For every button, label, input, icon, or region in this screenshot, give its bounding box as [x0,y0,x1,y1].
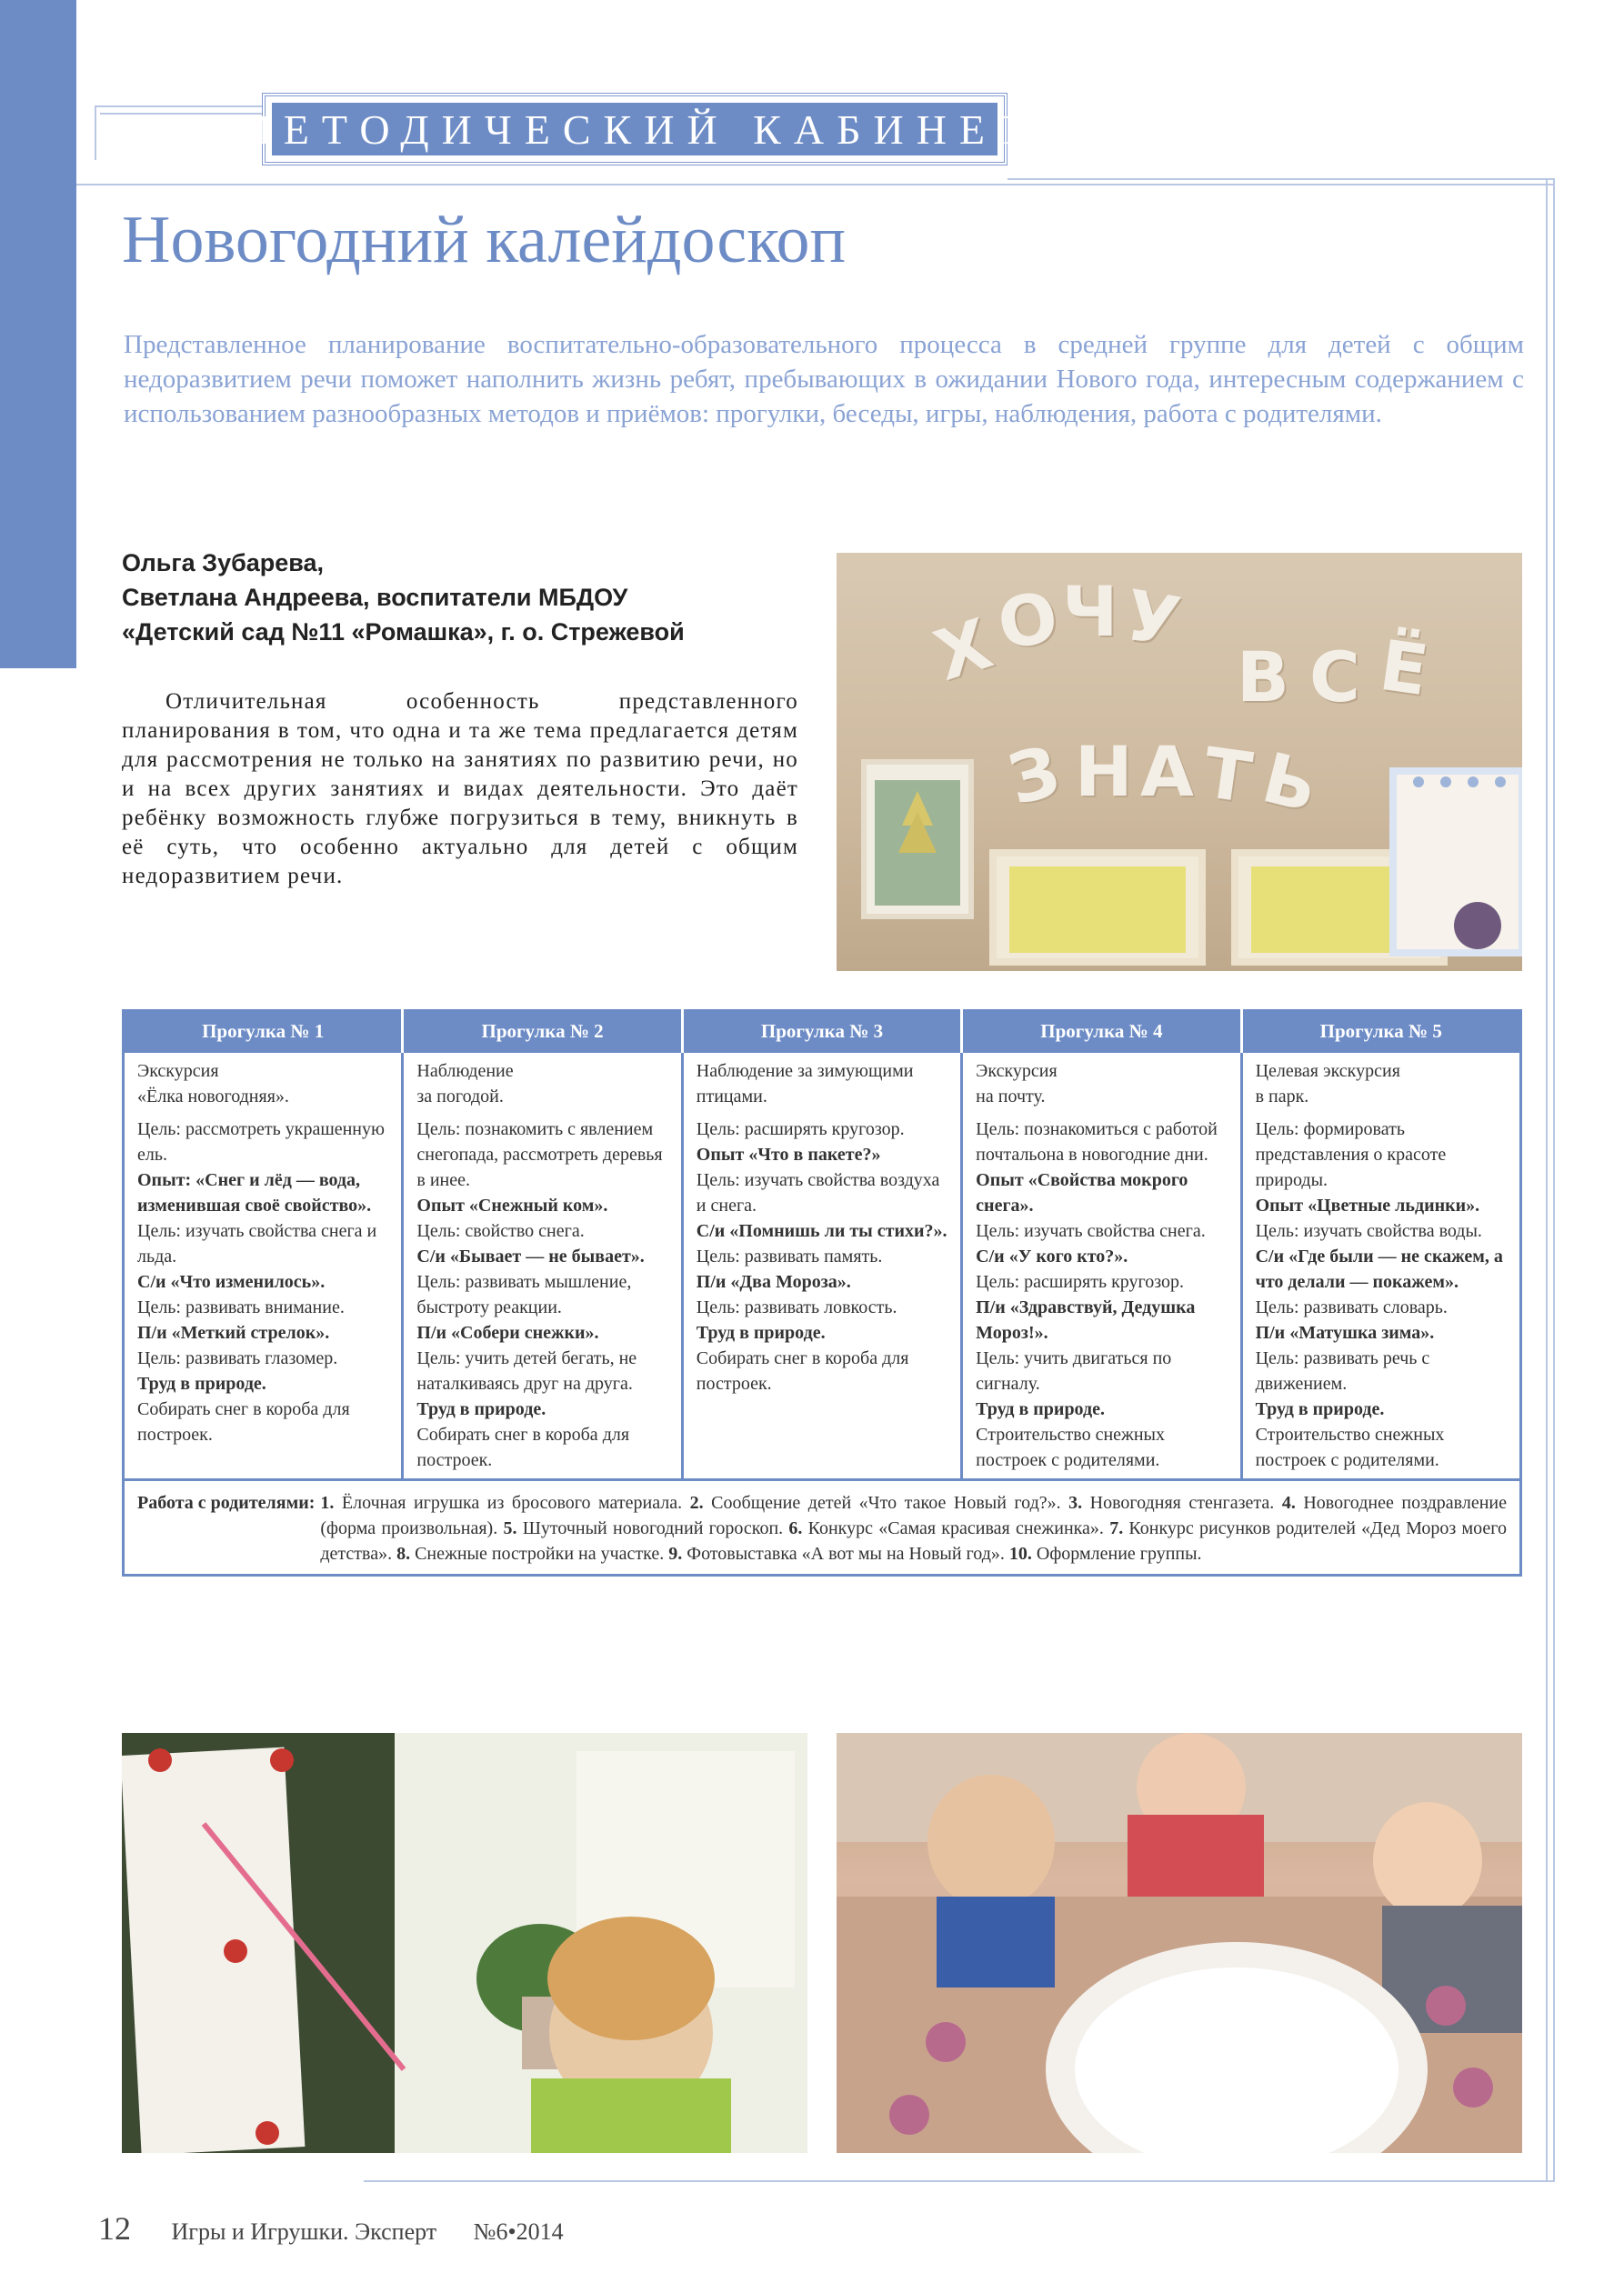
intro-paragraph: Отличительная особенность представленного планирования в том, что одна и та же тема предлагается детям для рассмотрения не только на занятиях по развитию речи, но и на всех других занятиях и видах деятельности. Это даёт ребёнку возможность глубже погрузиться в тему, вникнуть в её суть, что особенно актуально для детей с общим недоразвитием речи. [122,689,798,888]
activity-text: Цель: развивать ловкость. [696,1297,897,1317]
activity-text: Цель: расширять кругозор. [976,1272,1185,1292]
section-label: МЕТОДИЧЕСКИЙ КАБИНЕТ [233,105,1037,153]
parents-item-text: Конкурс рисунков родителей «Дед Мороз моего детства». [320,1518,1507,1564]
parents-item-number: 5. [503,1518,517,1538]
page-number: 12 [98,2210,131,2247]
parents-item-text: Конкурс «Самая красивая снежинка». [802,1518,1110,1538]
activity-title: П/и «Здравствуй, Дедушка Мороз!». [976,1297,1196,1343]
activity-text: Цель: расширять кругозор. [696,1119,905,1139]
frame-line [95,105,96,160]
parents-label: Работа с родителями: [137,1493,316,1513]
table-header-row [124,1011,1521,1052]
activity-title: Опыт: «Снег и лёд — вода, изменившая своё свойство». [137,1170,372,1216]
issue-number: №6•2014 [473,2218,564,2245]
activity-title: С/и «Помнишь ли ты стихи?». [696,1221,947,1241]
activity-text: Цель: учить двигаться по сигналу. [976,1348,1172,1394]
parents-item-text: Фотовыставка «А вот мы на Новый год». [682,1544,1009,1564]
activity-text: Цель: учить детей бегать, не наталкиваясь друг на друга. [416,1348,637,1394]
activity-text: Собирать снег в короба для построек. [696,1348,909,1394]
activity-title: Труд в природе. [1255,1399,1385,1419]
activity-title: Опыт «Цветные льдинки». [1255,1196,1480,1216]
activity-text: Цель: развивать словарь. [1255,1297,1448,1317]
activity-text: Целевая экскурсия [1255,1061,1400,1081]
parents-item-text: Новогодняя стенгазета. [1082,1493,1282,1513]
activity-title: П/и «Два Мороза». [696,1272,851,1292]
parents-item-number: 1. [320,1493,335,1513]
table-header-cell: Прогулка № 3 [682,1011,961,1052]
parents-text [320,1490,1507,1567]
photo-children-with-snow [837,1733,1522,2153]
activity-title: С/и «У кого кто?». [976,1247,1128,1267]
authors-block [122,546,831,649]
activity-text: Цель: изучать свойства воздуха и снега. [696,1170,940,1216]
parents-item-number: 9. [668,1544,683,1564]
parents-item-number: 6. [788,1518,803,1538]
parents-item-text: Новогоднее поздравление (форма произвольная). [320,1493,1507,1538]
activity-title: С/и «Бывает — не бывает». [416,1247,645,1267]
photo-wall-display: Х О Ч У В С Ё З Н А Т Ь [837,553,1522,971]
activity-text: Цель: изучать свойства воды. [1255,1221,1482,1241]
parents-item-text: Шуточный новогодний гороскоп. [516,1518,789,1538]
article-lead: Представленное планирование воспитательно-образовательного процесса в средней группе для детей с общим недоразвитием речи поможет наполнить жизнь ребят, пребывающих в ожидании Нового года, интересным содержанием с использованием разнообразных методов и приёмов: прогулки, беседы, игры, наблюдения, работа с родителями. [124,330,1524,428]
frame-line [1546,178,1548,2182]
parents-cell [124,1480,1521,1576]
decorative-blue-band [0,0,76,668]
activity-text: за погодой. [416,1086,504,1106]
activity-text: в парк. [1255,1086,1309,1106]
author-line: Светлана Андреева, воспитатели МБДОУ [122,584,628,611]
parents-item-number: 4. [1281,1493,1296,1513]
parents-item-text: Оформление группы. [1031,1544,1202,1564]
table-cell [962,1052,1241,1480]
author-line: Ольга Зубарева, [122,549,325,576]
table-cell [124,1052,403,1480]
activity-text: Цель: развивать память. [696,1247,883,1267]
activity-title: П/и «Матушка зима». [1255,1323,1435,1343]
classroom-illustration [122,1733,807,2153]
activity-title: П/и «Собери снежки». [416,1323,599,1343]
table-header-cell: Прогулка № 5 [1241,1011,1520,1052]
activity-text: Цель: развивать мышление, быстроту реакции. [416,1272,632,1317]
activity-text: Строительство снежных построек с родителями. [1255,1425,1445,1470]
activity-text: Экскурсия [976,1061,1058,1081]
frame-line [1553,178,1555,2182]
table-row [124,1052,1521,1480]
activity-text: Цель: развивать глазомер. [137,1348,338,1368]
kids-table-illustration [837,1733,1522,2153]
parents-item-number: 3. [1068,1493,1083,1513]
page-footer [98,2209,564,2248]
activity-text: на почту. [976,1086,1046,1106]
activity-text: Цель: познакомиться с работой почтальона в новогодние дни. [976,1119,1218,1165]
frame-line [76,184,1553,185]
activity-title: Труд в природе. [416,1399,546,1419]
activity-title: Опыт «Что в пакете?» [696,1145,881,1165]
magazine-name: Игры и Игрушки. Эксперт [171,2218,437,2245]
page-title: Новогодний калейдоскоп [122,203,847,277]
activity-title: Опыт «Снежный ком». [416,1196,608,1216]
activity-text: Строительство снежных построек с родителями. [976,1425,1165,1470]
activity-text: Цель: рассмотреть украшенную ель. [137,1119,385,1165]
frame-line [1007,178,1553,180]
activity-text: Собирать снег в короба для построек. [137,1399,350,1445]
section-header [233,93,1037,165]
parents-item-number: 7. [1109,1518,1124,1538]
parents-item-text: Снежные постройки на участке. [410,1544,669,1564]
activity-text: Наблюдение за зимующими птицами. [696,1061,914,1106]
parents-item-number: 2. [689,1493,704,1513]
photo-child-at-board [122,1733,807,2153]
activity-text: Цель: познакомить с явлением снегопада, рассмотреть деревья в инее. [416,1119,663,1190]
activity-title: Труд в природе. [696,1323,826,1343]
parents-item-number: 8. [396,1544,411,1564]
activity-text: Экскурсия [137,1061,219,1081]
activity-title: П/и «Меткий стрелок». [137,1323,330,1343]
parents-item-number: 10. [1008,1544,1032,1564]
frame-line [364,2180,1555,2182]
parents-row [124,1480,1521,1576]
activity-text: Цель: развивать речь с движением. [1255,1348,1430,1394]
table-header-cell: Прогулка № 1 [124,1011,403,1052]
activity-text: Цель: изучать свойства снега и льда. [137,1221,377,1267]
table-header-cell: Прогулка № 4 [962,1011,1241,1052]
activity-text: Собирать снег в короба для построек. [416,1425,630,1470]
activity-title: Труд в природе. [137,1374,266,1394]
activity-title: Опыт «Свойства мокрого снега». [976,1170,1188,1216]
parents-item-text: Ёлочная игрушка из бросового материала. [334,1493,690,1513]
activity-text: Цель: развивать внимание. [137,1297,345,1317]
activity-text: Цель: свойство снега. [416,1221,585,1241]
table-cell [682,1052,961,1480]
activity-title: С/и «Что изменилось». [137,1272,326,1292]
table-header-cell: Прогулка № 2 [403,1011,682,1052]
plan-table [122,1009,1522,1577]
parents-item-text: Сообщение детей «Что такое Новый год?». [703,1493,1069,1513]
activity-text: Наблюдение [416,1061,514,1081]
table-cell [1241,1052,1520,1480]
activity-title: Труд в природе. [976,1399,1105,1419]
activity-text: Цель: изучать свойства снега. [976,1221,1206,1241]
author-line: «Детский сад №11 «Ромашка», г. о. Стрежевой [122,618,685,646]
table-cell [403,1052,682,1480]
activity-text: «Ёлка новогодняя». [137,1086,289,1106]
activity-title: С/и «Где были — не скажем, а что делали — покажем». [1255,1247,1503,1292]
activity-text: Цель: формировать представления о красоте природы. [1255,1119,1447,1190]
